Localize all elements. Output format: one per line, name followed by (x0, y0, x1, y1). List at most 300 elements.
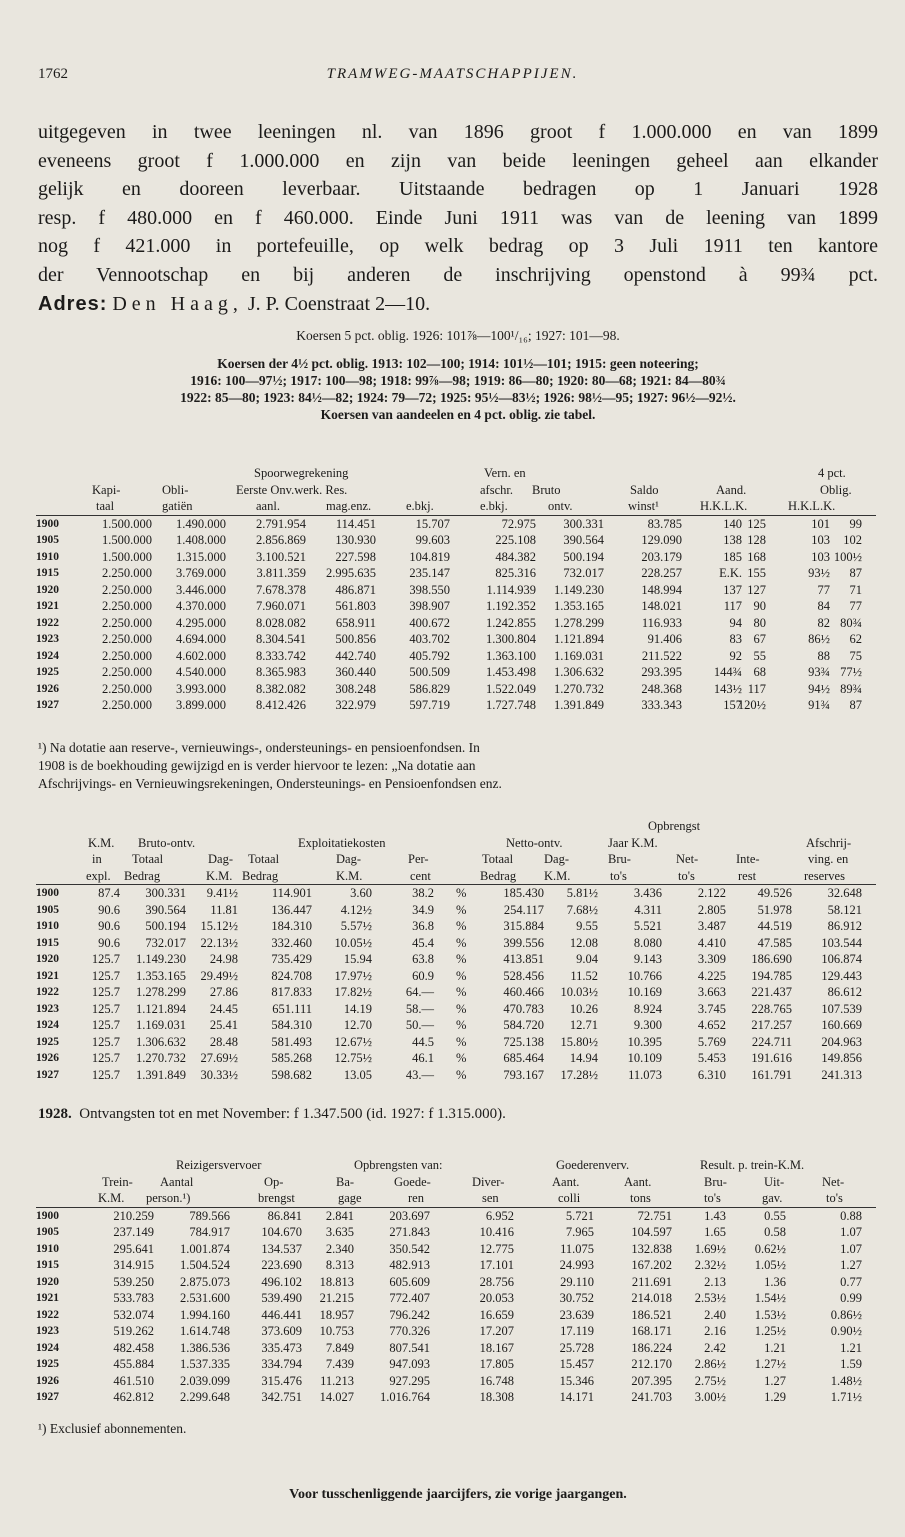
table-cell: % (456, 968, 467, 983)
table-cell: 30.752 (559, 1291, 594, 1305)
header-cell: afschr. (480, 482, 513, 497)
header-cell: e.bkj. (406, 499, 434, 513)
header-cell: Afschrij- (806, 835, 852, 850)
table-cell: 12.70 (343, 1018, 372, 1032)
table-row (36, 1224, 876, 1241)
table-cell: 62 (849, 632, 862, 646)
header-cell: Aant. (552, 1174, 580, 1189)
table-cell: 2.250.000 (102, 599, 152, 613)
header-cell: to's (678, 868, 695, 883)
table-cell: 460.466 (503, 985, 544, 999)
table-cell: 157 (723, 698, 742, 712)
table-cell: 7.960.071 (256, 599, 306, 613)
table-cell: 23.639 (559, 1307, 594, 1322)
table-cell: 1.300.804 (486, 632, 536, 646)
header-cell: K.M. (98, 1191, 125, 1205)
table-cell: 223.690 (261, 1258, 302, 1272)
table-cell: 825.316 (495, 566, 536, 580)
table-cell: 561.803 (335, 599, 376, 613)
table-cell: 12.775 (479, 1241, 514, 1256)
table-cell: 1.53½ (754, 1307, 786, 1322)
table-cell: 125.7 (91, 985, 120, 999)
table-cell: 6.952 (485, 1208, 514, 1223)
table-cell: 14.19 (343, 1001, 372, 1016)
header-cell: Jaar K.M. (608, 835, 658, 850)
year-cell: 1924 (36, 1341, 59, 1354)
table-cell: 21.215 (319, 1291, 354, 1305)
table-cell: 8.382.082 (256, 681, 306, 696)
header-cell: Diver- (472, 1174, 505, 1189)
table-cell: 14.94 (569, 1051, 598, 1065)
table-row (36, 516, 876, 533)
table-cell: 533.783 (113, 1291, 154, 1305)
table-cell: 106.874 (821, 952, 862, 966)
header-cell: sen (482, 1191, 499, 1205)
header-cell: K.M. (88, 835, 115, 850)
table-cell: 0.55 (764, 1208, 786, 1223)
header-cell: Opbrengst (648, 819, 701, 833)
header-cell: Bru- (704, 1174, 727, 1189)
table-cell: 2.250.000 (102, 566, 152, 580)
table-cell: 0.99 (840, 1291, 862, 1305)
year-cell: 1926 (36, 682, 59, 695)
table-cell: 2.250.000 (102, 648, 152, 663)
table-cell: 83 (729, 632, 742, 646)
table-cell: 2.16 (704, 1324, 726, 1338)
header-cell: Eerste Onv.werk. Res. (236, 482, 348, 497)
table-cell: % (456, 919, 467, 933)
year-cell: 1922 (36, 986, 59, 998)
table-cell: 10.416 (479, 1225, 514, 1239)
table-cell: 442.740 (335, 648, 376, 663)
table-cell: 1.27 (764, 1373, 786, 1388)
table-cell: 519.262 (113, 1324, 154, 1338)
header-cell: Netto-ontv. (506, 835, 563, 850)
table-row (36, 598, 876, 615)
header-cell: Result. p. trein-K.M. (700, 1158, 805, 1172)
table-cell: 27.86 (209, 985, 238, 999)
table-cell: 58.121 (827, 902, 862, 917)
table-cell: % (456, 1067, 467, 1082)
table-cell: 1.614.748 (180, 1324, 230, 1338)
table-cell: 725.138 (503, 1034, 544, 1049)
table-row (36, 968, 876, 985)
table-cell: 107.539 (821, 1001, 862, 1016)
table-cell: 1.391.849 (554, 698, 604, 712)
table-cell: 140 (723, 516, 742, 531)
table-cell: 1.54½ (754, 1291, 786, 1305)
header-cell: Oblig. (820, 482, 852, 497)
receipts-text: Ontvangsten tot en met November: f 1.347.500 (id. 1927: f 1.315.000). (79, 1106, 506, 1122)
year-cell: 1921 (36, 969, 59, 982)
table-cell: 125 (747, 516, 766, 531)
table-cell: 2.995.635 (326, 566, 376, 580)
table-cell: 102 (843, 533, 862, 547)
intro-line: gelijk en dooreen leverbaar. Uitstaande bedragen op 1 Januari 1928 (38, 178, 878, 201)
table-cell: 1.29 (764, 1390, 786, 1404)
header-cell: Dag- (336, 852, 361, 866)
year-cell: 1915 (36, 936, 59, 949)
header-cell: to's (826, 1191, 843, 1205)
table-cell: 125.7 (91, 1018, 120, 1032)
table-cell: 2.299.648 (180, 1390, 230, 1404)
table-row (36, 664, 876, 681)
table-cell: 13.05 (343, 1067, 372, 1082)
header-cell: Bedrag (480, 868, 517, 883)
table-cell: 217.257 (751, 1018, 792, 1032)
table-cell: 29.49½ (200, 968, 238, 983)
table-cell: 144¾ (713, 665, 742, 679)
year-cell: 1924 (36, 1019, 59, 1031)
table-cell: 598.682 (271, 1067, 312, 1082)
table-cell: % (456, 952, 467, 966)
table-cell: 1.114.939 (486, 582, 536, 597)
table-row (36, 984, 876, 1001)
table-cell: 1.07 (840, 1241, 862, 1256)
table-cell: 93¾ (808, 665, 830, 679)
table-header-row (36, 851, 876, 868)
table-cell: 0.58 (764, 1225, 786, 1239)
table-cell: 1.306.632 (554, 665, 604, 679)
table-cell: 149.856 (821, 1051, 862, 1065)
table-cell: 160.669 (821, 1018, 862, 1032)
header-cell: cent (410, 868, 431, 883)
table-cell: 67 (753, 632, 766, 646)
table-cell: 1.522.049 (486, 681, 536, 696)
table-cell: 4.12½ (340, 902, 372, 917)
table-cell: 360.440 (335, 665, 376, 679)
table-cell: 584.720 (503, 1018, 544, 1032)
table-cell: 390.564 (563, 533, 604, 547)
table-cell: E.K. (719, 566, 742, 580)
table-cell: 55 (753, 648, 766, 663)
table-cell: 86½ (808, 632, 830, 646)
header-cell: Bedrag (242, 868, 279, 883)
table-cell: 1.242.855 (486, 615, 536, 630)
header-cell: H.K.L.K. (700, 499, 748, 513)
table-cell: 83.785 (647, 516, 682, 531)
table-row (36, 1356, 876, 1373)
table-cell: 5.769 (697, 1034, 726, 1049)
table-cell: 84 (817, 599, 830, 613)
table-cell: 94½ (808, 681, 830, 696)
table-cell: 254.117 (503, 902, 544, 917)
table-cell: 500.509 (409, 665, 450, 679)
table-cell: 1.727.748 (486, 698, 536, 712)
header-cell: Dag- (544, 852, 569, 866)
table-cell: 138 (723, 533, 742, 547)
year-cell: 1915 (36, 1259, 59, 1271)
table-cell: 4.225 (697, 968, 726, 983)
footnote-line: Afschrijvings- en Vernieuwingsrekeningen, Ondersteunings- en Pensioenfondsen enz. (38, 776, 502, 791)
header-cell: Ba- (336, 1174, 355, 1189)
header-cell: e.bkj. (480, 499, 508, 513)
table-cell: 14.027 (319, 1390, 354, 1404)
table-cell: 16.748 (479, 1373, 514, 1388)
table-cell: 90.6 (98, 935, 120, 950)
table-row (36, 885, 876, 902)
table-cell: 1.500.000 (102, 533, 152, 547)
header-cell: Op- (264, 1174, 284, 1189)
table-cell: 22.13½ (200, 935, 238, 950)
table-cell: 46.1 (412, 1051, 434, 1065)
intro-line: nog f 421.000 in portefeuille, op welk bedrag op 3 Juli 1911 ten kantore (38, 235, 878, 258)
header-cell: K.M. (544, 868, 571, 883)
table-cell: 1.121.894 (136, 1001, 186, 1016)
table-header-row (36, 835, 876, 852)
footnote-abonnementen (38, 1420, 878, 1438)
table-cell: 10.169 (627, 985, 662, 999)
table-cell: 1.21 (840, 1340, 862, 1355)
table-cell: 103 (811, 549, 830, 564)
table-cell: 335.473 (261, 1340, 302, 1355)
year-cell: 1905 (36, 903, 59, 916)
table-cell: 130.930 (335, 533, 376, 547)
table-cell: 1.001.874 (180, 1241, 230, 1256)
table-cell: 1.05½ (754, 1258, 786, 1272)
table-cell: 103 (811, 533, 830, 547)
table-cell: % (456, 902, 467, 917)
table-row (36, 951, 876, 968)
table-row (36, 615, 876, 632)
table-cell: 10.03½ (560, 985, 598, 999)
table-row (36, 1067, 876, 1084)
table-row (36, 902, 876, 919)
table-cell: 100½ (833, 549, 862, 564)
table-cell: 789.566 (189, 1208, 230, 1223)
table-cell: 3.100.521 (256, 549, 306, 564)
table-cell: 770.326 (389, 1324, 430, 1338)
table-cell: 8.333.742 (256, 648, 306, 663)
table-cell: 5.453 (697, 1051, 726, 1065)
table-cell: 8.412.426 (256, 698, 306, 712)
year-cell: 1905 (36, 534, 59, 546)
table-cell: 90.6 (98, 902, 120, 917)
table-cell: 1.149.230 (136, 952, 186, 966)
header-cell: reserves (804, 868, 845, 883)
table-cell: 114.901 (271, 886, 312, 900)
table-cell: 399.556 (503, 935, 544, 950)
table-cell: 185.430 (503, 886, 544, 900)
year-cell: 1920 (36, 1275, 59, 1288)
table-cell: 2.250.000 (102, 615, 152, 630)
table-cell: 99.603 (415, 533, 450, 547)
table-cell: 539.250 (113, 1274, 154, 1289)
table-cell: 24.45 (209, 1001, 238, 1016)
table-header-row (36, 1190, 876, 1208)
table-cell: 15.707 (415, 516, 450, 531)
table-cell: 2.250.000 (102, 582, 152, 597)
table-cell: % (456, 935, 467, 950)
table-cell: 390.564 (145, 902, 186, 917)
table-cell: 17.82½ (334, 985, 372, 999)
table-cell: 2.53½ (694, 1291, 726, 1305)
intro-line: der Vennootschap en bij anderen de inschrijving openstond à 99¾ pct. (38, 263, 878, 286)
table-cell: 400.672 (409, 615, 450, 630)
table-cell: 184.310 (271, 919, 312, 933)
table-cell: 2.75½ (694, 1373, 726, 1388)
table-cell: 16.659 (479, 1307, 514, 1322)
table-cell: 10.753 (319, 1324, 354, 1338)
table-row (36, 582, 876, 599)
table-cell: 27.69½ (200, 1051, 238, 1065)
table-cell: 15.457 (559, 1357, 594, 1371)
table-cell: % (456, 1018, 467, 1032)
table-cell: 17.119 (560, 1324, 594, 1338)
header-cell: K.M. (336, 868, 363, 883)
table-cell: 38.2 (412, 886, 434, 900)
year-cell: 1905 (36, 1226, 59, 1238)
table-cell: 88 (817, 648, 830, 663)
table-cell: 8.080 (633, 935, 662, 950)
table-cell: 211.522 (641, 648, 682, 663)
running-title: TRAMWEG-MAATSCHAPPIJEN. (326, 66, 579, 82)
quote-line: 1916: 100—97½; 1917: 100—98; 1918: 99⅞—98; 1919: 86—80; 1920: 80—68; 1921: 84—80¾ (190, 373, 726, 388)
table-cell: 203.697 (389, 1208, 430, 1223)
table-cell: 186.224 (631, 1340, 672, 1355)
table-cell: 117 (747, 681, 766, 696)
table-cell: 89¾ (840, 681, 862, 696)
table-cell: 4.694.000 (176, 632, 226, 646)
table-cell: 1.48½ (830, 1373, 862, 1388)
header-cell: Uit- (764, 1174, 785, 1189)
table-cell: 462.812 (113, 1390, 154, 1404)
table-cell: 9.143 (633, 952, 662, 966)
table-cell: 8.304.541 (256, 632, 306, 646)
header-cell: Dag- (208, 852, 233, 866)
table-cell: 125.7 (91, 1067, 120, 1082)
table-cell: 4.602.000 (176, 648, 226, 663)
year-cell: 1900 (36, 517, 59, 530)
table-cell: 1.169.031 (554, 648, 604, 663)
year-cell: 1925 (36, 1358, 59, 1370)
table-cell: 64.— (405, 985, 434, 999)
year-cell: 1921 (36, 600, 59, 612)
table-cell: 9.55 (576, 919, 598, 933)
intro-line: eveneens groot f 1.000.000 en zijn van beide leeningen geheel aan elkander (38, 149, 878, 172)
table-cell: 10.26 (569, 1001, 598, 1016)
table-cell: 44.5 (412, 1034, 434, 1049)
table-cell: 0.62½ (754, 1241, 786, 1256)
table-cell: 1.315.000 (176, 549, 226, 564)
table-cell: 1.07 (840, 1225, 862, 1239)
table-cell: 2.13 (704, 1274, 726, 1289)
table-cell: 186.521 (631, 1307, 672, 1322)
table-row (36, 1241, 876, 1258)
table-header-row (36, 498, 876, 516)
header-cell: ontv. (548, 499, 573, 513)
header-cell: gage (338, 1191, 362, 1205)
table-row (36, 1323, 876, 1340)
table-cell: 4.540.000 (176, 665, 226, 679)
table-cell: 128 (747, 533, 766, 547)
table-cell: 90.6 (98, 919, 120, 933)
table-cell: % (456, 1001, 467, 1016)
table-cell: 18.957 (319, 1307, 354, 1322)
table-cell: 125.7 (91, 952, 120, 966)
table-cell: 72.975 (501, 516, 536, 531)
table-cell: 1.25½ (754, 1324, 786, 1338)
table-cell: 11.075 (560, 1241, 594, 1256)
table-cell: 117 (723, 599, 742, 613)
table-cell: 1.27½ (754, 1357, 786, 1371)
table-cell: 2.250.000 (102, 698, 152, 712)
table-cell: 8.028.082 (256, 615, 306, 630)
table-cell: 241.703 (631, 1390, 672, 1404)
table-cell: 470.783 (503, 1001, 544, 1016)
table-cell: 1.65 (704, 1225, 726, 1239)
footnote-line: ¹) Exclusief abonnementen. (38, 1421, 187, 1436)
table-cell: 214.018 (631, 1291, 672, 1305)
table-cell: 14.171 (559, 1390, 594, 1404)
table-cell: 3.487 (697, 919, 726, 933)
header-cell: ren (408, 1191, 424, 1205)
table-cell: 1.21 (764, 1340, 786, 1355)
table-cell: 461.510 (113, 1373, 154, 1388)
table-cell: 168.171 (631, 1324, 672, 1338)
table-cell: 500.194 (563, 549, 604, 564)
table-row (36, 1257, 876, 1274)
table-cell: 132.838 (631, 1241, 672, 1256)
table-cell: 248.368 (641, 681, 682, 696)
header-cell: person.¹) (146, 1191, 191, 1205)
table-cell: 314.915 (113, 1258, 154, 1272)
header-cell: Per- (408, 852, 429, 866)
table-cell: 658.911 (335, 615, 376, 630)
table-cell: 4.652 (697, 1018, 726, 1032)
table-cell: 1.169.031 (136, 1018, 186, 1032)
table-cell: 7.678.378 (256, 582, 306, 597)
table-cell: 134.537 (261, 1241, 302, 1256)
table-cell: 227.598 (335, 549, 376, 564)
table-cell: 32.648 (827, 886, 862, 900)
table-cell: 24.993 (559, 1258, 594, 1272)
table-cell: 50.— (405, 1018, 434, 1032)
table-cell: 1.353.165 (554, 599, 604, 613)
table-cell: 581.493 (271, 1034, 312, 1049)
table-cell: 651.111 (272, 1001, 312, 1016)
year-cell: 1927 (36, 1068, 59, 1081)
table-cell: 77½ (840, 665, 862, 679)
table-cell: 18.167 (479, 1340, 514, 1355)
intro-line: resp. f 480.000 en f 460.000. Einde Juni 1911 was van de leening van 1899 (38, 206, 878, 229)
header-cell: to's (610, 868, 627, 883)
header-cell: tons (630, 1191, 651, 1205)
year-cell: 1922 (36, 616, 59, 629)
table-cell: 10.766 (627, 968, 662, 983)
header-cell: Totaal (482, 852, 514, 866)
table-cell: 1.69½ (694, 1241, 726, 1256)
table-cell: 10.05½ (334, 935, 372, 950)
table-cell: 500.194 (145, 919, 186, 933)
table-row (36, 532, 876, 549)
table-cell: 2.32½ (694, 1258, 726, 1272)
table-cell: 3.769.000 (176, 566, 226, 580)
table-row (36, 1001, 876, 1018)
header-cell: Aand. (716, 482, 747, 497)
table-cell: 308.248 (335, 681, 376, 696)
table-cell: 36.8 (412, 919, 434, 933)
quote-line-5pct: Koersen 5 pct. oblig. 1926: 101⅞—100¹/₁₆; 1927: 101—98. (296, 328, 620, 343)
table-cell: 3.811.359 (256, 566, 306, 580)
table-cell: 332.460 (271, 935, 312, 950)
table-cell: 87.4 (98, 886, 120, 900)
quote-line: 1922: 85—80; 1923: 84½—82; 1924: 79—72; 1925: 95½—83½; 1926: 98½—95; 1927: 96½—92½. (180, 390, 736, 405)
table-cell: 129.443 (821, 968, 862, 983)
table-cell: 161.791 (751, 1067, 792, 1082)
table-cell: 43.— (405, 1067, 434, 1082)
table-cell: 1.192.352 (486, 599, 536, 613)
